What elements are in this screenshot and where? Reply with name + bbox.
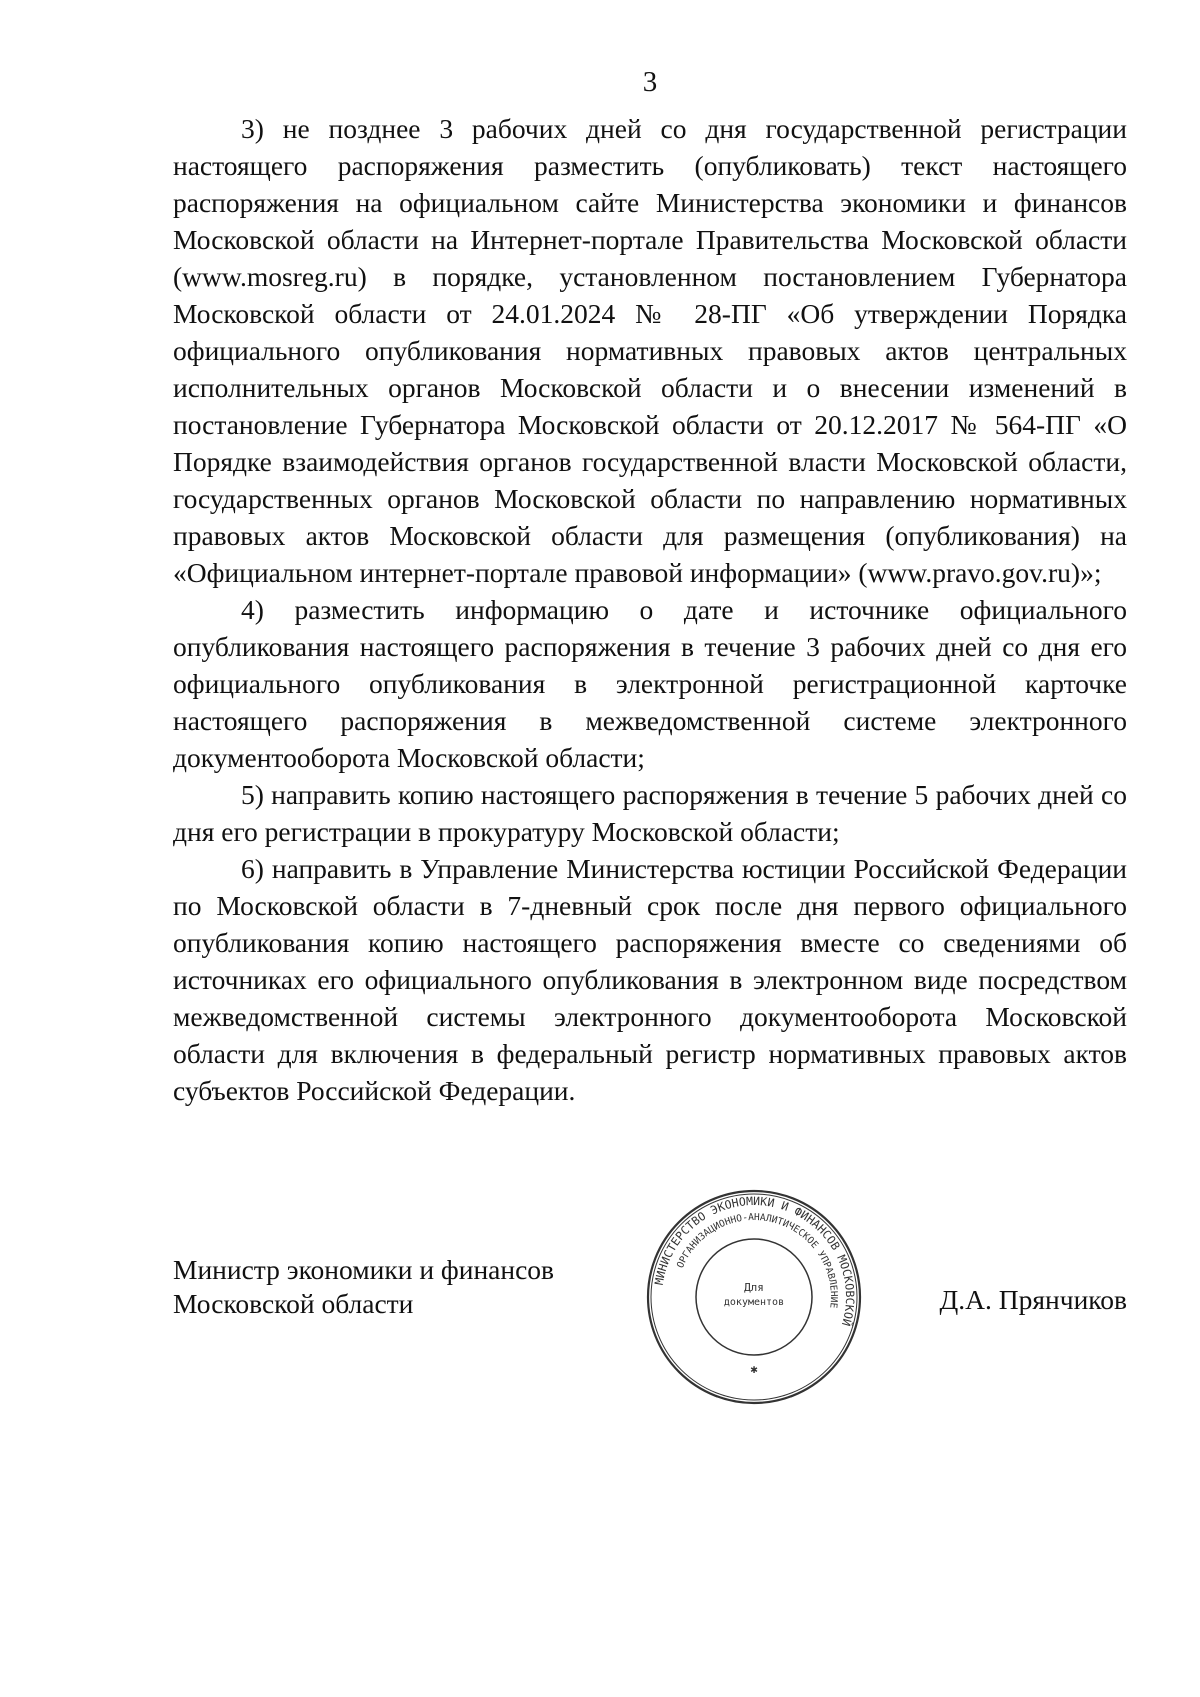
seal-inner-textpath: ОРГАНИЗАЦИОННО-АНАЛИТИЧЕСКОЕ УПРАВЛЕНИЕ [675, 1211, 840, 1309]
signer-position-line2: Московской области [173, 1288, 414, 1319]
paragraph-item-4: 4) разместить информацию о дате и источнике официального опубликования настоящего распоряжения в течение 3 рабочих дней со дня его официального опубликования в электронной регистрационной карточке настоящего распоряжения в межведомственной системе электронного документооборота Московской области; [173, 594, 1127, 773]
seal-outer-textpath: МИНИСТЕРСТВО ЭКОНОМИКИ И ФИНАНСОВ МОСКОВСКОЙ [651, 1193, 858, 1328]
signer-name: Д.А. Прянчиков [939, 1284, 1127, 1315]
page-number: 3 [642, 66, 658, 98]
paragraph-item-5: 5) направить копию настоящего распоряжения в течение 5 рабочих дней со дня его регистрации в прокуратуру Московской области; [173, 779, 1127, 847]
seal-center-line2: документов [723, 1297, 785, 1308]
signer-position [173, 1253, 554, 1321]
paragraph-item-6: 6) направить в Управление Министерства юстиции Российской Федерации по Московской области в 7-дневный срок после дня первого официального опубликования копию настоящего распоряжения вместе со сведениями об источниках его официального опубликования в электронном виде посредством межведомственной системы электронного документооборота Московской области для включения в федеральный регистр нормативных правовых актов субъектов Российской Федерации. [173, 853, 1127, 1106]
signer-position-line1: Министр экономики и финансов [173, 1254, 555, 1285]
official-seal-stamp [644, 1187, 864, 1407]
seal-star-icon: ✱ [750, 1362, 758, 1376]
seal-center-line1: Для [744, 1281, 764, 1294]
document-body [173, 110, 1127, 1109]
paragraph-item-3: 3) не позднее 3 рабочих дней со дня государственной регистрации настоящего распоряжения разместить (опубликовать) текст настоящего распоряжения на официальном сайте Министерства экономики и финансов Московской области на Интернет-портале Правительства Московской области (www.mosreg.ru) в порядке, установленном постановлением Губернатора Московской области от 24.01.2024 № 28-ПГ «Об утверждении Порядка официального опубликования нормативных правовых актов центральных исполнительных органов Московской области и о внесении изменений в постановление Губернатора Московской области от 20.12.2017 № 564-ПГ «О Порядке взаимодействия органов государственной власти Московской области, государственных органов Московской области по направлению нормативных правовых актов Московской области для размещения (опубликования) на «Официальном интернет-портале правовой информации» (www.pravo.gov.ru)»; [173, 113, 1127, 588]
